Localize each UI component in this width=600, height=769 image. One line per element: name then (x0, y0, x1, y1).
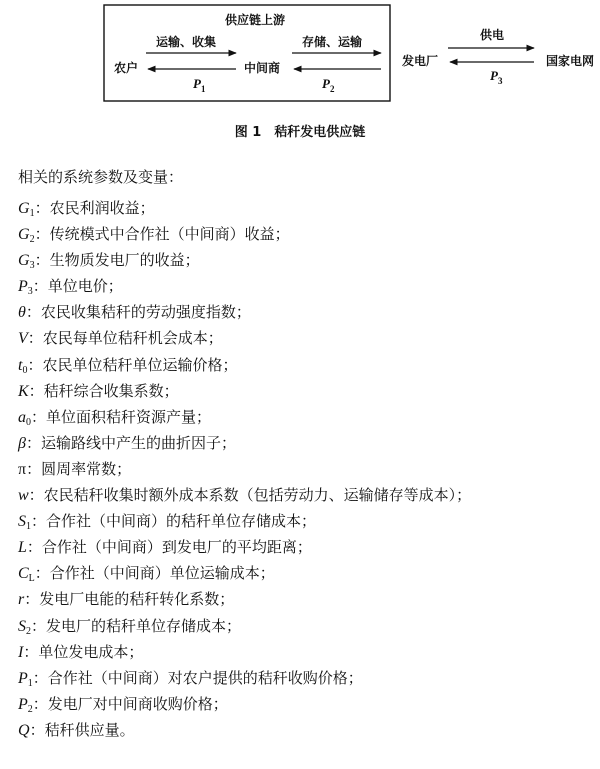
definition-text: ：单位面积秸秆资源产量； (31, 407, 212, 426)
definition-symbol: P (18, 278, 28, 296)
definition-subscript: 0 (26, 416, 31, 428)
definition-text: ：农民每单位秸秆机会成本； (27, 329, 223, 348)
definition-item (18, 247, 471, 273)
definition-text: ：合作社（中间商）的秸秆单位存储成本； (31, 512, 317, 531)
definition-subscript: 3 (27, 286, 33, 298)
definition-text: ：农民秸秆收集时额外成本系数（包括劳动力、运输储存等成本）； (28, 486, 472, 505)
definition-item (18, 299, 471, 325)
figure-caption: 图 1 秸秆发电供应链 (234, 125, 366, 140)
definition-symbol: β (18, 434, 26, 452)
definition-item (18, 482, 471, 508)
definition-item (18, 717, 471, 743)
node-middleman: 中间商 (243, 61, 281, 75)
definition-item (18, 352, 471, 378)
node-grid: 国家电网 (545, 54, 595, 68)
parameters-intro: 相关的系统参数及变量： (18, 168, 184, 186)
definition-symbol: r (18, 591, 25, 609)
definition-text: ：传统模式中合作社（中间商）收益； (34, 225, 290, 244)
definition-symbol: V (18, 330, 28, 348)
definition-symbol: C (18, 565, 29, 583)
definition-item (18, 456, 471, 482)
definition-text: ：合作社（中间商）到发电厂的平均距离； (26, 538, 312, 557)
definition-text: ：发电厂对中间商收购价格； (32, 694, 228, 713)
upstream-title: 供应链上游 (224, 13, 286, 27)
definition-item (18, 325, 471, 351)
definition-item (18, 534, 471, 560)
definition-text: ：农民单位秸秆单位运输价格； (27, 355, 238, 374)
definition-symbol: G (18, 252, 30, 270)
label-power-supply: 供电 (479, 28, 505, 42)
definition-item (18, 273, 471, 299)
definition-item (18, 613, 471, 639)
definition-subscript: 2 (26, 625, 31, 637)
definition-item (18, 430, 471, 456)
definition-subscript: 1 (27, 677, 33, 689)
parameter-definitions (18, 195, 471, 743)
definition-symbol: G (18, 226, 30, 244)
label-transport-collect: 运输、收集 (155, 35, 217, 49)
definition-symbol: P (18, 695, 28, 713)
definition-text: ：运输路线中产生的曲折因子； (25, 433, 236, 452)
definition-text: ：合作社（中间商）对农户提供的秸秆收购价格； (32, 668, 363, 687)
definition-item (18, 404, 471, 430)
definition-item (18, 508, 471, 534)
definition-symbol: K (18, 382, 29, 400)
definition-subscript: 1 (26, 521, 31, 533)
definition-symbol: θ (18, 304, 26, 322)
definition-symbol: w (18, 487, 29, 505)
definition-subscript: 2 (29, 234, 35, 246)
node-farmer: 农户 (114, 61, 139, 75)
definition-text: ：秸秆综合收集系数； (28, 381, 179, 400)
definition-symbol: S (18, 617, 26, 635)
definition-item (18, 195, 471, 221)
definition-symbol: π (18, 460, 27, 478)
definition-text: ：圆周率常数； (26, 459, 132, 478)
node-power-plant: 发电厂 (401, 54, 439, 68)
definition-item (18, 691, 471, 717)
definition-text: ：生物质发电厂的收益； (34, 251, 200, 270)
price-p2: $P_2$ (322, 76, 335, 94)
definition-item (18, 378, 471, 404)
definition-text: ：农民利润收益； (34, 199, 155, 217)
definition-symbol: S (18, 513, 26, 531)
definition-text: ：秸秆供应量。 (29, 720, 135, 739)
supply-chain-diagram (0, 0, 600, 115)
definition-item (18, 586, 471, 612)
definition-subscript: L (28, 573, 35, 585)
definition-item (18, 665, 471, 691)
price-p1: $P_1$ (193, 76, 206, 94)
definition-text: ：发电厂电能的秸秆转化系数； (24, 590, 235, 609)
definition-symbol: P (18, 669, 28, 687)
definition-text: ：发电厂的秸秆单位存储成本； (31, 616, 242, 635)
definition-text: ：单位发电成本； (23, 642, 144, 661)
label-storage-transport: 存储、运输 (301, 35, 363, 49)
definition-symbol: a (18, 408, 26, 426)
definition-symbol: I (18, 643, 24, 661)
definition-symbol: G (18, 200, 30, 217)
definition-subscript: 3 (29, 260, 35, 272)
definition-symbol: L (18, 539, 27, 557)
definition-symbol: t (18, 356, 23, 374)
definition-subscript: 1 (29, 208, 35, 219)
definition-text: ：单位电价； (32, 277, 123, 296)
definition-item (18, 221, 471, 247)
definition-subscript: 2 (27, 703, 33, 715)
definition-text: ：合作社（中间商）单位运输成本； (34, 564, 275, 583)
definition-symbol: Q (18, 721, 30, 739)
definition-text: ：农民收集秸秆的劳动强度指数； (25, 303, 251, 322)
definition-item (18, 560, 471, 586)
price-p3: $P_3$ (490, 68, 503, 86)
definition-item (18, 639, 471, 665)
definition-subscript: 0 (22, 364, 28, 376)
